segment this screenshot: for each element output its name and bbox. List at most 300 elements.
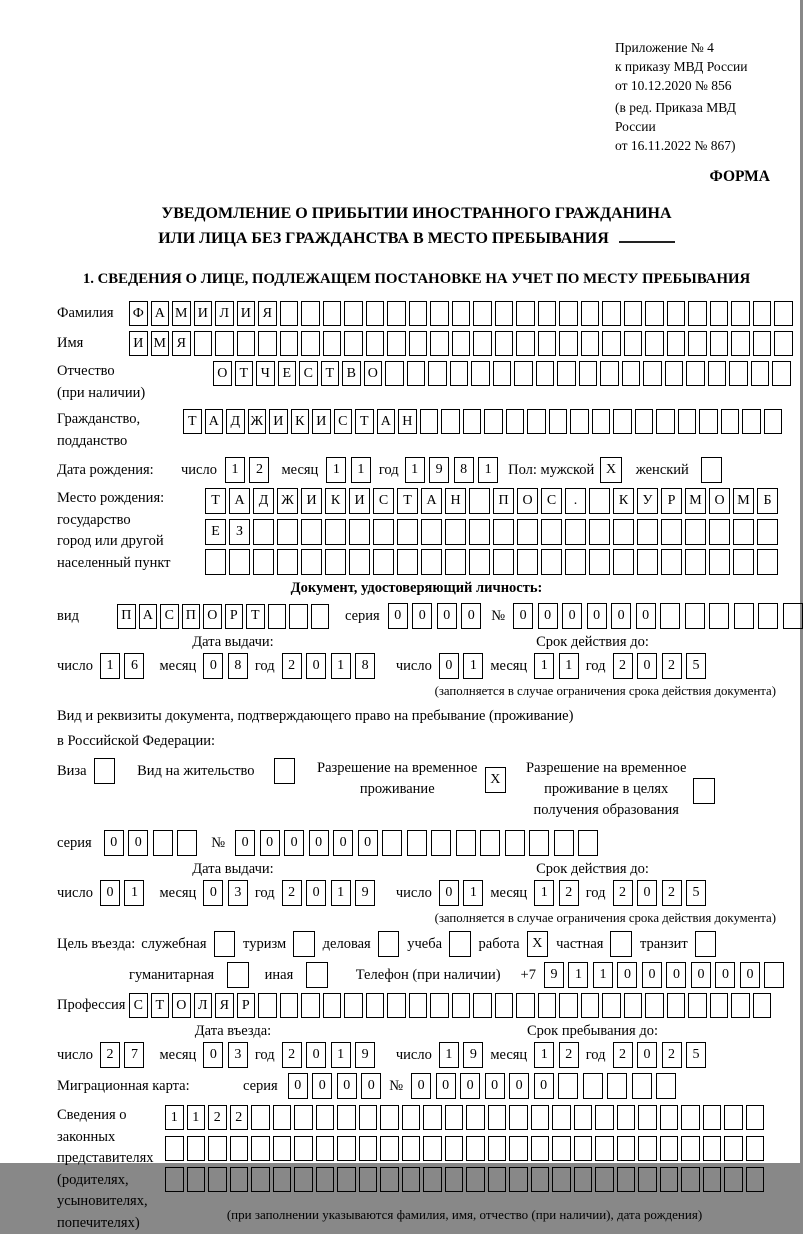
birthplace-cell[interactable] — [493, 549, 514, 575]
representative-cell[interactable] — [574, 1167, 593, 1192]
res-valid-day-cell[interactable]: 1 — [463, 880, 483, 906]
name-cell[interactable] — [301, 331, 320, 356]
representative-cell[interactable] — [445, 1105, 464, 1130]
representative-cell[interactable] — [423, 1136, 442, 1161]
representative-cell[interactable] — [638, 1105, 657, 1130]
birthplace-cell[interactable] — [757, 549, 778, 575]
res-valid-year-cell[interactable]: 2 — [662, 880, 682, 906]
doc-valid-year-cell[interactable]: 0 — [637, 653, 657, 679]
name-cell[interactable]: М — [151, 331, 170, 356]
patronymic-cell[interactable] — [600, 361, 619, 386]
name-cell[interactable] — [366, 331, 385, 356]
patronymic-cell[interactable] — [751, 361, 770, 386]
citizenship-cell[interactable] — [721, 409, 740, 434]
surname-cell[interactable] — [495, 301, 514, 326]
representative-cell[interactable] — [230, 1167, 249, 1192]
doc-valid-year-cell[interactable]: 5 — [686, 653, 706, 679]
surname-cell[interactable]: И — [237, 301, 256, 326]
profession-cell[interactable] — [409, 993, 428, 1018]
name-cell[interactable] — [387, 331, 406, 356]
doc-issue-day-cell[interactable]: 1 — [100, 653, 120, 679]
birthplace-cell[interactable]: Р — [661, 488, 682, 514]
name-cell[interactable] — [237, 331, 256, 356]
profession-cell[interactable] — [387, 993, 406, 1018]
doc-valid-day-cell[interactable]: 1 — [463, 653, 483, 679]
citizenship-cell[interactable]: Ж — [248, 409, 267, 434]
representative-cell[interactable] — [337, 1167, 356, 1192]
stay-year-cell[interactable]: 0 — [637, 1042, 657, 1068]
representative-cell[interactable] — [724, 1167, 743, 1192]
birthplace-cell[interactable]: С — [541, 488, 562, 514]
birthplace-cell[interactable] — [349, 549, 370, 575]
entry-year-cell[interactable]: 2 — [282, 1042, 302, 1068]
doc-number-cell[interactable]: 0 — [611, 603, 631, 629]
doc-valid-year-cell[interactable]: 2 — [662, 653, 682, 679]
doc-series-cell[interactable]: 0 — [461, 603, 481, 629]
citizenship-cell[interactable] — [420, 409, 439, 434]
patronymic-cell[interactable]: Е — [278, 361, 297, 386]
birthplace-cell[interactable] — [277, 549, 298, 575]
representative-cell[interactable] — [660, 1105, 679, 1130]
entry-month-cell[interactable]: 0 — [203, 1042, 223, 1068]
work-checkbox-cell[interactable]: X — [527, 931, 549, 957]
stay-year-cell[interactable]: 2 — [662, 1042, 682, 1068]
res-valid-month-cell[interactable]: 1 — [534, 880, 554, 906]
birthplace-cell[interactable]: Е — [205, 519, 226, 545]
doc-kind-cell[interactable] — [311, 604, 330, 629]
profession-cell[interactable]: Р — [237, 993, 256, 1018]
birthplace-cell[interactable] — [301, 519, 322, 545]
mig-number-cell[interactable]: 0 — [436, 1073, 456, 1099]
birthplace-cell[interactable] — [637, 519, 658, 545]
mig-number-cell[interactable]: 0 — [460, 1073, 480, 1099]
representative-cell[interactable] — [509, 1167, 528, 1192]
surname-cell[interactable]: Я — [258, 301, 277, 326]
birth-month-cell[interactable]: 1 — [351, 457, 371, 483]
representative-cell[interactable] — [316, 1167, 335, 1192]
res-series-cell[interactable]: 0 — [128, 830, 148, 856]
doc-number-cell[interactable] — [734, 603, 754, 629]
birthplace-cell[interactable] — [709, 519, 730, 545]
phone-cell[interactable]: 1 — [593, 962, 613, 988]
name-cell[interactable] — [258, 331, 277, 356]
name-cell[interactable] — [495, 331, 514, 356]
other-checkbox-cell[interactable] — [306, 962, 328, 988]
representative-cell[interactable] — [251, 1136, 270, 1161]
representative-cell[interactable]: 2 — [230, 1105, 249, 1130]
doc-kind-cell[interactable]: П — [182, 604, 201, 629]
surname-cell[interactable] — [731, 301, 750, 326]
name-cell[interactable]: И — [129, 331, 148, 356]
birthplace-cell[interactable] — [397, 549, 418, 575]
birthplace-cell[interactable] — [685, 519, 706, 545]
representative-cell[interactable] — [660, 1136, 679, 1161]
profession-cell[interactable] — [731, 993, 750, 1018]
doc-number-cell[interactable]: 0 — [513, 603, 533, 629]
profession-cell[interactable]: Т — [151, 993, 170, 1018]
citizenship-cell[interactable]: И — [269, 409, 288, 434]
representative-cell[interactable] — [273, 1167, 292, 1192]
surname-cell[interactable] — [774, 301, 793, 326]
stay-month-cell[interactable]: 2 — [559, 1042, 579, 1068]
representative-cell[interactable] — [552, 1167, 571, 1192]
doc-kind-cell[interactable] — [289, 604, 308, 629]
citizenship-cell[interactable] — [484, 409, 503, 434]
patronymic-cell[interactable]: Т — [321, 361, 340, 386]
citizenship-cell[interactable] — [742, 409, 761, 434]
res-valid-year-cell[interactable]: 2 — [613, 880, 633, 906]
patronymic-cell[interactable] — [643, 361, 662, 386]
name-cell[interactable] — [581, 331, 600, 356]
profession-cell[interactable] — [366, 993, 385, 1018]
patronymic-cell[interactable] — [407, 361, 426, 386]
birthplace-cell[interactable]: Т — [397, 488, 418, 514]
citizenship-cell[interactable]: Н — [398, 409, 417, 434]
surname-cell[interactable] — [602, 301, 621, 326]
birthplace-cell[interactable]: У — [637, 488, 658, 514]
birthplace-cell[interactable]: Д — [253, 488, 274, 514]
birthplace-cell[interactable] — [253, 519, 274, 545]
birthplace-cell[interactable]: Ж — [277, 488, 298, 514]
birthplace-cell[interactable] — [373, 549, 394, 575]
representative-cell[interactable] — [337, 1136, 356, 1161]
representative-cell[interactable] — [531, 1136, 550, 1161]
birth-year-cell[interactable]: 1 — [478, 457, 498, 483]
representative-cell[interactable] — [380, 1105, 399, 1130]
birthplace-cell[interactable] — [733, 519, 754, 545]
phone-cell[interactable]: 0 — [617, 962, 637, 988]
phone-cell[interactable]: 1 — [568, 962, 588, 988]
doc-issue-day-cell[interactable]: 6 — [124, 653, 144, 679]
surname-cell[interactable]: Л — [215, 301, 234, 326]
birthplace-cell[interactable] — [661, 519, 682, 545]
name-cell[interactable] — [710, 331, 729, 356]
representative-cell[interactable] — [445, 1136, 464, 1161]
name-cell[interactable] — [280, 331, 299, 356]
representative-cell[interactable] — [208, 1136, 227, 1161]
birth-year-cell[interactable]: 9 — [429, 457, 449, 483]
res-number-cell[interactable] — [578, 830, 598, 856]
profession-cell[interactable]: Я — [215, 993, 234, 1018]
official-checkbox-cell[interactable] — [214, 931, 236, 957]
stay-year-cell[interactable]: 2 — [613, 1042, 633, 1068]
birthplace-cell[interactable] — [445, 519, 466, 545]
surname-cell[interactable] — [323, 301, 342, 326]
surname-cell[interactable] — [301, 301, 320, 326]
name-cell[interactable] — [344, 331, 363, 356]
res-number-cell[interactable]: 0 — [333, 830, 353, 856]
citizenship-cell[interactable] — [527, 409, 546, 434]
representative-cell[interactable] — [703, 1136, 722, 1161]
res-valid-day-cell[interactable]: 0 — [439, 880, 459, 906]
citizenship-cell[interactable] — [506, 409, 525, 434]
res-valid-year-cell[interactable]: 5 — [686, 880, 706, 906]
doc-series-cell[interactable]: 0 — [388, 603, 408, 629]
patronymic-cell[interactable]: Ч — [256, 361, 275, 386]
mig-number-cell[interactable] — [632, 1073, 652, 1099]
birthplace-cell[interactable] — [541, 549, 562, 575]
patronymic-cell[interactable] — [708, 361, 727, 386]
representative-cell[interactable] — [746, 1105, 765, 1130]
surname-cell[interactable] — [366, 301, 385, 326]
res-valid-month-cell[interactable]: 2 — [559, 880, 579, 906]
profession-cell[interactable] — [624, 993, 643, 1018]
patronymic-cell[interactable] — [557, 361, 576, 386]
name-cell[interactable] — [516, 331, 535, 356]
doc-issue-year-cell[interactable]: 1 — [331, 653, 351, 679]
name-cell[interactable] — [624, 331, 643, 356]
name-cell[interactable] — [774, 331, 793, 356]
birthplace-cell[interactable] — [733, 549, 754, 575]
surname-cell[interactable] — [344, 301, 363, 326]
birthplace-cell[interactable]: Б — [757, 488, 778, 514]
doc-valid-month-cell[interactable]: 1 — [534, 653, 554, 679]
birthplace-cell[interactable] — [661, 549, 682, 575]
doc-valid-day-cell[interactable]: 0 — [439, 653, 459, 679]
representative-cell[interactable] — [574, 1105, 593, 1130]
citizenship-cell[interactable] — [678, 409, 697, 434]
birthplace-cell[interactable]: М — [685, 488, 706, 514]
res-issue-year-cell[interactable]: 2 — [282, 880, 302, 906]
patronymic-cell[interactable] — [536, 361, 555, 386]
name-cell[interactable]: Я — [172, 331, 191, 356]
res-number-cell[interactable] — [505, 830, 525, 856]
surname-cell[interactable]: М — [172, 301, 191, 326]
name-cell[interactable] — [323, 331, 342, 356]
birthplace-cell[interactable] — [589, 549, 610, 575]
birthplace-cell[interactable] — [301, 549, 322, 575]
representative-cell[interactable] — [251, 1105, 270, 1130]
patronymic-cell[interactable] — [450, 361, 469, 386]
res-number-cell[interactable] — [431, 830, 451, 856]
temp-residence-checkbox-cell[interactable]: X — [485, 767, 507, 793]
representative-cell[interactable] — [445, 1167, 464, 1192]
res-number-cell[interactable]: 0 — [358, 830, 378, 856]
phone-cell[interactable]: 0 — [642, 962, 662, 988]
birthplace-cell[interactable] — [589, 519, 610, 545]
mig-series-cell[interactable]: 0 — [288, 1073, 308, 1099]
entry-day-cell[interactable]: 7 — [124, 1042, 144, 1068]
doc-kind-cell[interactable]: Р — [225, 604, 244, 629]
birthplace-cell[interactable] — [205, 549, 226, 575]
representative-cell[interactable] — [230, 1136, 249, 1161]
doc-number-cell[interactable] — [660, 603, 680, 629]
doc-kind-cell[interactable] — [268, 604, 287, 629]
profession-cell[interactable] — [323, 993, 342, 1018]
representative-cell[interactable] — [466, 1105, 485, 1130]
representative-cell[interactable] — [509, 1136, 528, 1161]
entry-year-cell[interactable]: 1 — [331, 1042, 351, 1068]
representative-cell[interactable] — [531, 1167, 550, 1192]
citizenship-cell[interactable] — [549, 409, 568, 434]
representative-cell[interactable] — [488, 1105, 507, 1130]
representative-cell[interactable] — [294, 1105, 313, 1130]
profession-cell[interactable] — [258, 993, 277, 1018]
entry-month-cell[interactable]: 3 — [228, 1042, 248, 1068]
mig-series-cell[interactable]: 0 — [312, 1073, 332, 1099]
profession-cell[interactable] — [602, 993, 621, 1018]
res-issue-month-cell[interactable]: 3 — [228, 880, 248, 906]
mig-number-cell[interactable]: 0 — [485, 1073, 505, 1099]
surname-cell[interactable] — [581, 301, 600, 326]
patronymic-cell[interactable]: С — [299, 361, 318, 386]
mig-number-cell[interactable]: 0 — [509, 1073, 529, 1099]
stay-year-cell[interactable]: 5 — [686, 1042, 706, 1068]
entry-year-cell[interactable]: 9 — [355, 1042, 375, 1068]
representative-cell[interactable] — [273, 1105, 292, 1130]
phone-cell[interactable]: 9 — [544, 962, 564, 988]
patronymic-cell[interactable] — [686, 361, 705, 386]
patronymic-cell[interactable] — [772, 361, 791, 386]
name-cell[interactable] — [753, 331, 772, 356]
birthplace-cell[interactable]: А — [229, 488, 250, 514]
phone-cell[interactable]: 0 — [691, 962, 711, 988]
surname-cell[interactable] — [710, 301, 729, 326]
name-cell[interactable] — [645, 331, 664, 356]
representative-cell[interactable] — [746, 1167, 765, 1192]
birthplace-cell[interactable]: П — [493, 488, 514, 514]
representative-cell[interactable] — [251, 1167, 270, 1192]
birthplace-cell[interactable] — [421, 519, 442, 545]
birthplace-cell[interactable] — [325, 519, 346, 545]
citizenship-cell[interactable]: А — [205, 409, 224, 434]
birth-day-cell[interactable]: 2 — [249, 457, 269, 483]
representative-cell[interactable] — [595, 1167, 614, 1192]
representative-cell[interactable] — [617, 1167, 636, 1192]
birthplace-cell[interactable] — [517, 519, 538, 545]
visa-checkbox-cell[interactable] — [94, 758, 116, 784]
representative-cell[interactable] — [359, 1167, 378, 1192]
citizenship-cell[interactable]: С — [334, 409, 353, 434]
representative-cell[interactable] — [488, 1136, 507, 1161]
citizenship-cell[interactable] — [613, 409, 632, 434]
birthplace-cell[interactable]: Т — [205, 488, 226, 514]
representative-cell[interactable] — [703, 1167, 722, 1192]
patronymic-cell[interactable] — [579, 361, 598, 386]
representative-cell[interactable] — [724, 1105, 743, 1130]
profession-cell[interactable] — [430, 993, 449, 1018]
phone-cell[interactable] — [764, 962, 784, 988]
name-cell[interactable] — [559, 331, 578, 356]
res-valid-year-cell[interactable]: 0 — [637, 880, 657, 906]
citizenship-cell[interactable]: Т — [355, 409, 374, 434]
name-cell[interactable] — [688, 331, 707, 356]
profession-cell[interactable] — [344, 993, 363, 1018]
mig-series-cell[interactable]: 0 — [361, 1073, 381, 1099]
birthplace-cell[interactable]: . — [565, 488, 586, 514]
doc-series-cell[interactable]: 0 — [412, 603, 432, 629]
birthplace-cell[interactable] — [613, 519, 634, 545]
birthplace-cell[interactable]: А — [421, 488, 442, 514]
doc-kind-cell[interactable]: О — [203, 604, 222, 629]
business-checkbox-cell[interactable] — [378, 931, 400, 957]
birthplace-cell[interactable]: З — [229, 519, 250, 545]
transit-checkbox-cell[interactable] — [695, 931, 717, 957]
doc-issue-year-cell[interactable]: 0 — [306, 653, 326, 679]
stay-month-cell[interactable]: 1 — [534, 1042, 554, 1068]
patronymic-cell[interactable] — [493, 361, 512, 386]
citizenship-cell[interactable] — [441, 409, 460, 434]
profession-cell[interactable]: О — [172, 993, 191, 1018]
doc-issue-month-cell[interactable]: 0 — [203, 653, 223, 679]
birthplace-cell[interactable] — [373, 519, 394, 545]
res-issue-month-cell[interactable]: 0 — [203, 880, 223, 906]
mig-number-cell[interactable]: 0 — [411, 1073, 431, 1099]
mig-series-cell[interactable]: 0 — [337, 1073, 357, 1099]
res-number-cell[interactable] — [407, 830, 427, 856]
mig-number-cell[interactable] — [656, 1073, 676, 1099]
female-checkbox-cell[interactable] — [701, 457, 723, 483]
citizenship-cell[interactable] — [656, 409, 675, 434]
patronymic-cell[interactable] — [514, 361, 533, 386]
birthplace-cell[interactable] — [253, 549, 274, 575]
birthplace-cell[interactable] — [325, 549, 346, 575]
patronymic-cell[interactable] — [471, 361, 490, 386]
name-cell[interactable] — [667, 331, 686, 356]
name-cell[interactable] — [215, 331, 234, 356]
profession-cell[interactable] — [516, 993, 535, 1018]
surname-cell[interactable]: А — [151, 301, 170, 326]
birthplace-cell[interactable] — [277, 519, 298, 545]
res-number-cell[interactable] — [382, 830, 402, 856]
representative-cell[interactable] — [531, 1105, 550, 1130]
res-number-cell[interactable]: 0 — [309, 830, 329, 856]
surname-cell[interactable]: И — [194, 301, 213, 326]
birthplace-cell[interactable]: Н — [445, 488, 466, 514]
res-issue-day-cell[interactable]: 0 — [100, 880, 120, 906]
doc-kind-cell[interactable]: П — [117, 604, 136, 629]
surname-cell[interactable] — [473, 301, 492, 326]
entry-day-cell[interactable]: 2 — [100, 1042, 120, 1068]
birthplace-cell[interactable] — [709, 549, 730, 575]
profession-cell[interactable] — [452, 993, 471, 1018]
phone-cell[interactable]: 0 — [666, 962, 686, 988]
patronymic-cell[interactable]: Т — [235, 361, 254, 386]
birth-day-cell[interactable]: 1 — [225, 457, 245, 483]
mig-number-cell[interactable] — [583, 1073, 603, 1099]
representative-cell[interactable] — [638, 1136, 657, 1161]
res-number-cell[interactable] — [456, 830, 476, 856]
patronymic-cell[interactable] — [428, 361, 447, 386]
representative-cell[interactable] — [359, 1105, 378, 1130]
entry-year-cell[interactable]: 0 — [306, 1042, 326, 1068]
res-issue-day-cell[interactable]: 1 — [124, 880, 144, 906]
tourism-checkbox-cell[interactable] — [293, 931, 315, 957]
representative-cell[interactable]: 1 — [187, 1105, 206, 1130]
doc-series-cell[interactable]: 0 — [437, 603, 457, 629]
representative-cell[interactable] — [337, 1105, 356, 1130]
representative-cell[interactable] — [423, 1167, 442, 1192]
surname-cell[interactable] — [624, 301, 643, 326]
humanitarian-checkbox-cell[interactable] — [227, 962, 249, 988]
citizenship-cell[interactable] — [699, 409, 718, 434]
res-number-cell[interactable]: 0 — [284, 830, 304, 856]
res-issue-year-cell[interactable]: 1 — [331, 880, 351, 906]
male-checkbox-cell[interactable]: X — [600, 457, 622, 483]
birthplace-cell[interactable] — [229, 549, 250, 575]
name-cell[interactable] — [430, 331, 449, 356]
representative-cell[interactable]: 2 — [208, 1105, 227, 1130]
birthplace-cell[interactable] — [349, 519, 370, 545]
patronymic-cell[interactable]: В — [342, 361, 361, 386]
surname-cell[interactable] — [516, 301, 535, 326]
res-number-cell[interactable] — [529, 830, 549, 856]
representative-cell[interactable] — [703, 1105, 722, 1130]
representative-cell[interactable]: 1 — [165, 1105, 184, 1130]
birthplace-cell[interactable]: К — [613, 488, 634, 514]
res-series-cell[interactable] — [177, 830, 197, 856]
representative-cell[interactable] — [617, 1105, 636, 1130]
